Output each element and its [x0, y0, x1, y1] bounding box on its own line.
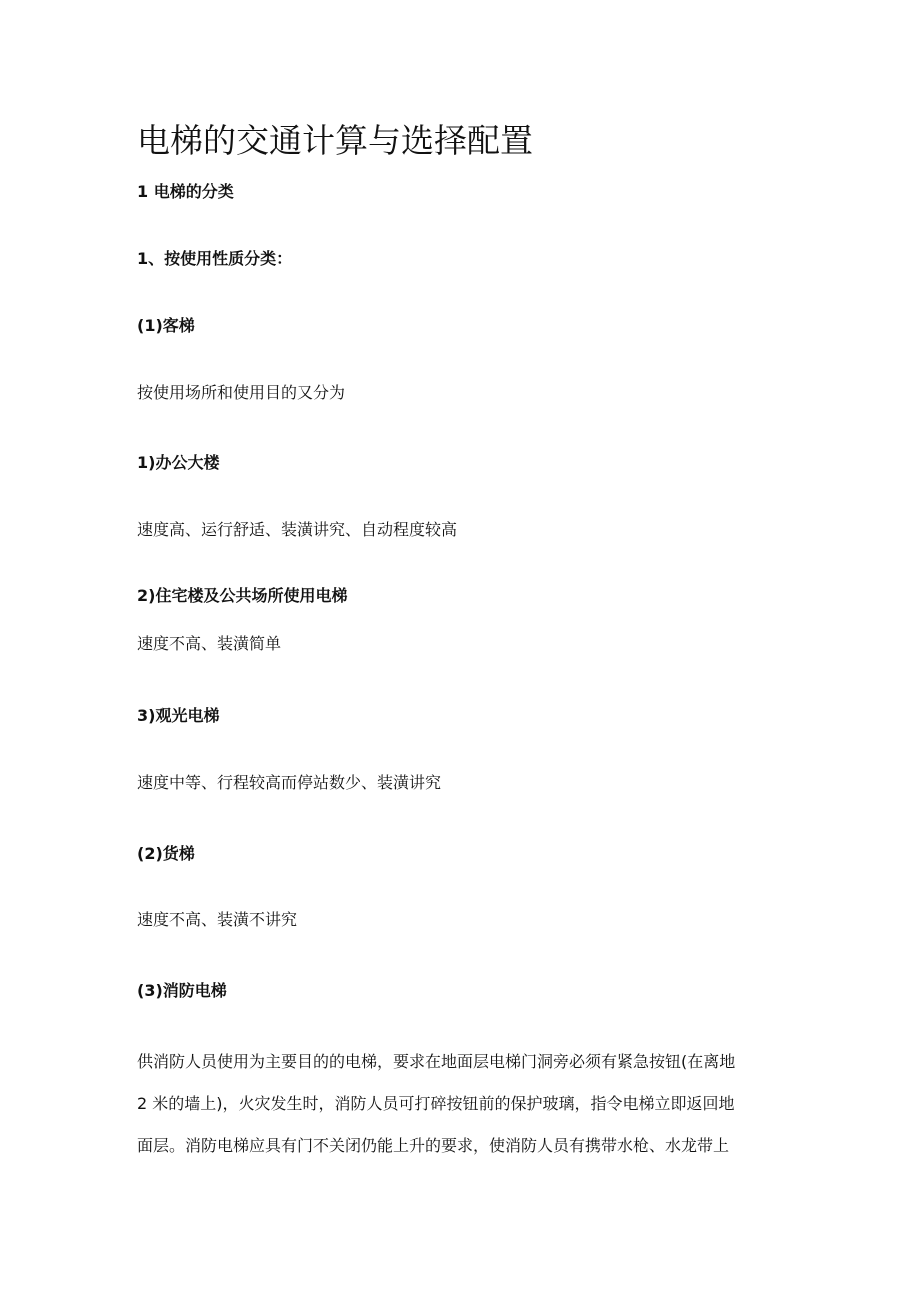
paragraph-text: 速度中等、行程较高而停站数少、装潢讲究: [137, 773, 442, 792]
section-heading: 1 电梯的分类: [137, 182, 234, 201]
paragraph-line: 面层。消防电梯应具有门不关闭仍能上升的要求，使消防人员有携带水枪、水龙带上: [137, 1136, 730, 1155]
paragraph-line: 2 米的墙上)，火灾发生时，消防人员可打碎按钮前的保护玻璃，指令电梯立即返回地: [137, 1094, 735, 1113]
document-title: 电梯的交通计算与选择配置: [137, 121, 533, 160]
item-heading-office-building: 1)办公大楼: [137, 453, 220, 472]
item-heading-sightseeing-elevator: 3)观光电梯: [137, 706, 220, 725]
paragraph-text: 按使用场所和使用目的又分为: [137, 383, 346, 402]
paragraph-text: 速度不高、装潢不讲究: [137, 910, 298, 929]
item-heading-passenger-elevator: (1)客梯: [137, 316, 195, 335]
subsection-heading: 1、按使用性质分类：: [137, 249, 293, 268]
item-heading-residential: 2)住宅楼及公共场所使用电梯: [137, 586, 348, 605]
item-heading-freight-elevator: (2)货梯: [137, 844, 195, 863]
paragraph-text: 速度不高、装潢简单: [137, 634, 282, 653]
fire-elevator-paragraph: [137, 1041, 782, 1167]
paragraph-text: 速度高、运行舒适、装潢讲究、自动程度较高: [137, 520, 458, 539]
paragraph-line: 供消防人员使用为主要目的的电梯，要求在地面层电梯门洞旁必须有紧急按钮(在离地: [137, 1052, 736, 1071]
item-heading-fire-elevator: (3)消防电梯: [137, 981, 227, 1000]
